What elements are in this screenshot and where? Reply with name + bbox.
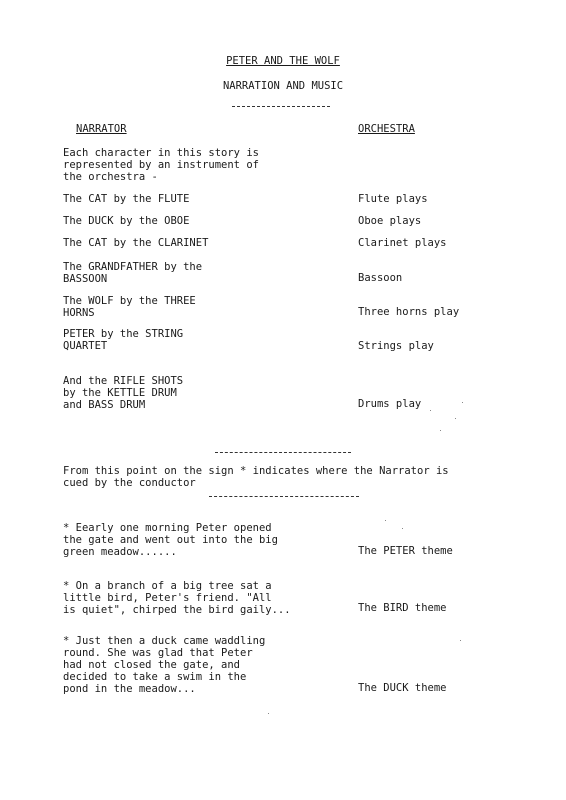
narration-line: The WOLF by the THREE [63,295,196,307]
narration-line: is quiet", chirped the bird gaily... [63,604,291,616]
music-cue: Oboe plays [358,215,422,227]
narration-line: little bird, Peter's friend. "All [63,592,272,604]
music-cue: Drums play [358,398,422,410]
narration-line: * Just then a duck came waddling [63,635,266,647]
narration-line: the gate and went out into the big [63,534,278,546]
music-cue: Flute plays [358,193,428,205]
narrator-column-header: NARRATOR [76,123,127,135]
narration-line: The CAT by the FLUTE [63,193,190,205]
narration-line: HORNS [63,307,95,319]
narration-line: green meadow...... [63,546,177,558]
narration-line: PETER by the STRING [63,328,184,340]
narration-line: QUARTET [63,340,108,352]
narration-line: * On a branch of a big tree sat a [63,580,272,592]
note-line: cued by the conductor [63,477,196,489]
orchestra-column-header: ORCHESTRA [358,123,415,135]
narration-line: * Eearly one morning Peter opened [63,522,272,534]
narration-line: decided to take a swim in the [63,671,247,683]
intro-line: represented by an instrument of [63,159,259,171]
music-cue: The DUCK theme [358,682,447,694]
section-divider [215,452,351,453]
narration-line: The GRANDFATHER by the [63,261,203,273]
music-cue: The PETER theme [358,545,453,557]
narration-line: had not closed the gate, and [63,659,241,671]
intro-line: Each character in this story is [63,147,259,159]
narration-line: And the RIFLE SHOTS [63,375,184,387]
narration-line: BASSOON [63,273,108,285]
narration-line: The CAT by the CLARINET [63,237,209,249]
narration-line: round. She was glad that Peter [63,647,253,659]
intro-line: the orchestra - [63,171,158,183]
music-cue: Three horns play [358,306,460,318]
music-cue: Clarinet plays [358,237,447,249]
narration-line: pond in the meadow... [63,683,196,695]
note-line: From this point on the sign * indicates where the Narrator is [63,465,449,477]
page-subtitle: NARRATION AND MUSIC [222,80,344,92]
narration-line: by the KETTLE DRUM [63,387,177,399]
note-divider [209,496,359,497]
narration-line: The DUCK by the OBOE [63,215,190,227]
narration-line: and BASS DRUM [63,399,146,411]
music-cue: The BIRD theme [358,602,447,614]
music-cue: Strings play [358,340,434,352]
music-cue: Bassoon [358,272,403,284]
page-title: PETER AND THE WOLF [226,55,340,67]
title-divider [232,106,330,107]
